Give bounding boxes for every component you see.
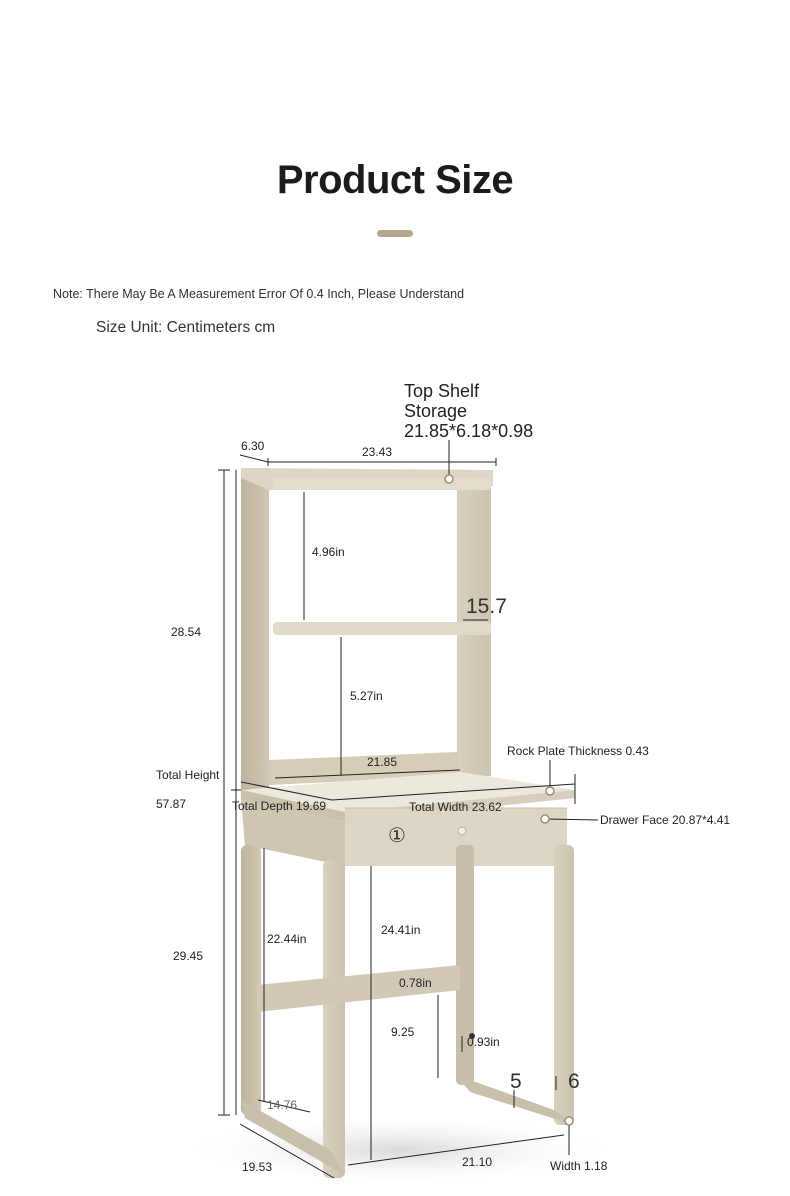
size-unit-note: Size Unit: Centimeters cm (96, 319, 276, 336)
dim-total-height-value: 57.87 (156, 797, 187, 811)
dim-foot-thickness: 0.93in (467, 1035, 500, 1049)
top-shelf-size: 21.85*6.18*0.98 (404, 421, 534, 441)
dim-shelf-gap-lower: 5.27in (350, 689, 383, 703)
dim-base-width: 21.10 (462, 1155, 493, 1169)
top-shelf-label-2: Storage (404, 401, 468, 421)
dim-top-width: 23.43 (362, 445, 393, 459)
dim-top-depth: 6.30 (241, 439, 265, 453)
measurement-note: Note: There May Be A Measurement Error Of 0.4 Inch, Please Understand (53, 287, 465, 301)
dim-stretcher-thickness: 0.78in (399, 976, 432, 990)
dim-side-thickness: 15.7 (466, 595, 507, 618)
dim-inner-width: 21.85 (367, 755, 398, 769)
dim-total-width: Total Width 23.62 (409, 800, 502, 814)
dim-foot-offset: 6 (568, 1070, 580, 1093)
top-shelf-label: Top Shelf (404, 381, 480, 401)
drawer-number-badge: ① (388, 825, 406, 847)
hutch-left-panel (241, 468, 269, 793)
dim-foot-gap: 5 (510, 1070, 522, 1093)
dim-total-height-label: Total Height (156, 768, 220, 782)
page-title: Product Size (276, 158, 514, 202)
front-left-leg (323, 860, 345, 1178)
dim-desk-height: 29.45 (173, 949, 204, 963)
back-left-leg (241, 845, 261, 1115)
rock-plate-label: Rock Plate Thickness 0.43 (507, 744, 649, 758)
top-shelf-board (273, 478, 491, 490)
dim-base-depth: 19.53 (242, 1160, 273, 1174)
middle-shelf-board (273, 622, 491, 635)
drawer-face-label: Drawer Face 20.87*4.41 (600, 813, 731, 827)
dim-stretcher-height: 9.25 (391, 1025, 415, 1039)
back-right-leg (456, 845, 474, 1085)
dim-leg-width: Width 1.18 (550, 1159, 608, 1173)
dim-total-depth: Total Depth 19.69 (232, 799, 327, 813)
dim-under-drawer-height: 24.41in (381, 923, 421, 937)
dim-shelf-gap-upper: 4.96in (312, 545, 345, 559)
dim-hutch-height: 28.54 (171, 625, 202, 639)
dim-leg-inner-height: 22.44in (267, 932, 307, 946)
drawer-knob (458, 827, 466, 835)
dim-base-depth-inner: 14.76 (267, 1098, 298, 1112)
